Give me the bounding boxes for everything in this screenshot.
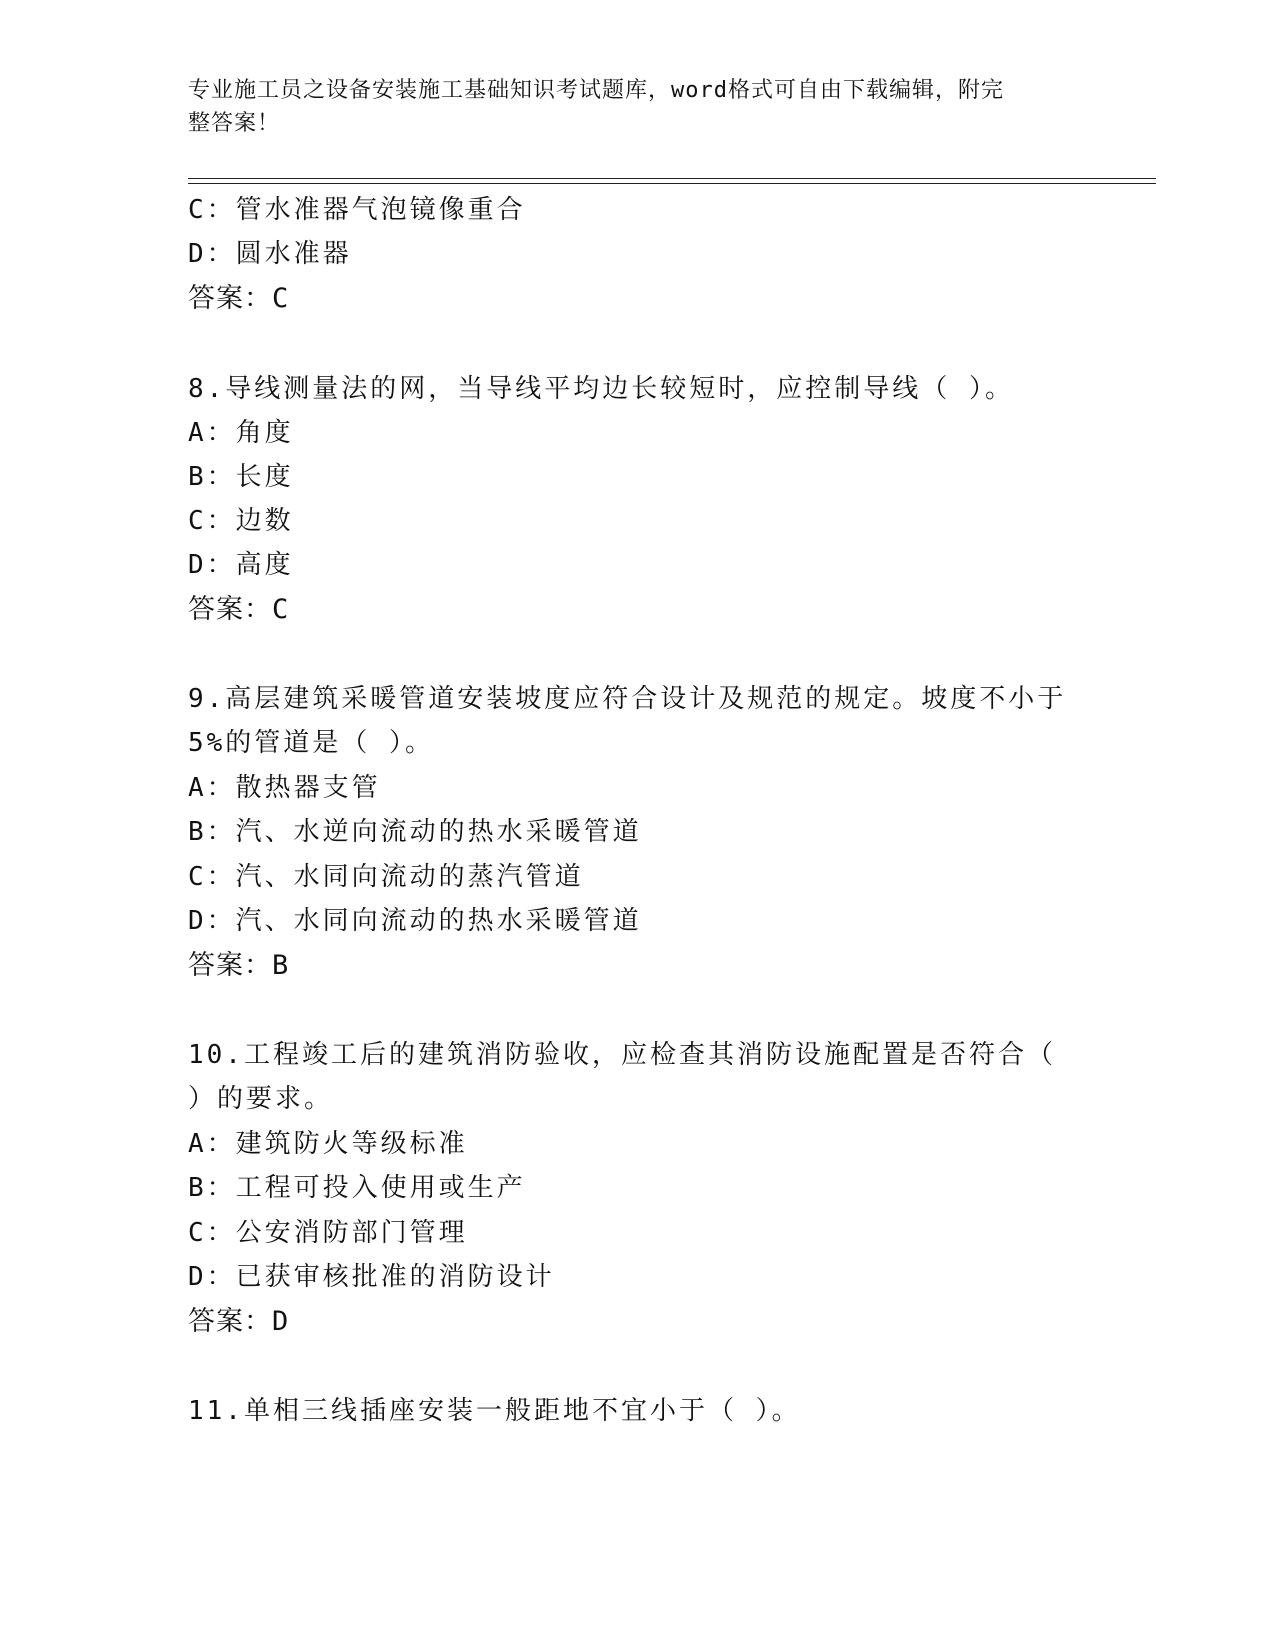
option-a: A：角度: [188, 418, 294, 448]
answer-line: 答案：D: [188, 1306, 290, 1337]
answer-line: 答案：C: [188, 594, 290, 625]
header-divider-top: [188, 178, 1156, 179]
question-stem-continued: 5%的管道是（ ）。: [188, 728, 434, 758]
option-c: C：汽、水同向流动的蒸汽管道: [188, 862, 584, 892]
option-d: D：已获审核批准的消防设计: [188, 1262, 555, 1292]
option-d: D：高度: [188, 550, 294, 580]
question-stem: 9.高层建筑采暖管道安装坡度应符合设计及规范的规定。坡度不小于: [188, 684, 1067, 714]
question-stem: 10.工程竣工后的建筑消防验收，应检查其消防设施配置是否符合（: [188, 1040, 1056, 1070]
answer-line: 答案：C: [188, 283, 290, 314]
header-line-1: 专业施工员之设备安装施工基础知识考试题库，word格式可自由下载编辑，附完: [188, 78, 1004, 103]
question-stem: 11.单相三线插座安装一般距地不宜小于（ ）。: [188, 1396, 801, 1426]
option-b: B：汽、水逆向流动的热水采暖管道: [188, 817, 642, 847]
option-b: B：长度: [188, 462, 294, 492]
option-a: A：散热器支管: [188, 773, 381, 803]
option-c: C：公安消防部门管理: [188, 1218, 468, 1248]
option-b: B：工程可投入使用或生产: [188, 1173, 526, 1203]
answer-line: 答案：B: [188, 950, 290, 981]
question-stem: 8.导线测量法的网，当导线平均边长较短时，应控制导线（ ）。: [188, 374, 1014, 404]
header-divider-bottom: [188, 183, 1156, 184]
option-a: A：建筑防火等级标准: [188, 1129, 468, 1159]
document-header: [188, 74, 1068, 140]
option-c: C：管水准器气泡镜像重合: [188, 195, 526, 225]
header-line-2: 整答案！: [188, 111, 281, 136]
option-d: D：圆水准器: [188, 239, 352, 269]
option-c: C：边数: [188, 506, 294, 536]
option-d: D：汽、水同向流动的热水采暖管道: [188, 906, 642, 936]
question-stem-continued: ）的要求。: [188, 1084, 334, 1114]
